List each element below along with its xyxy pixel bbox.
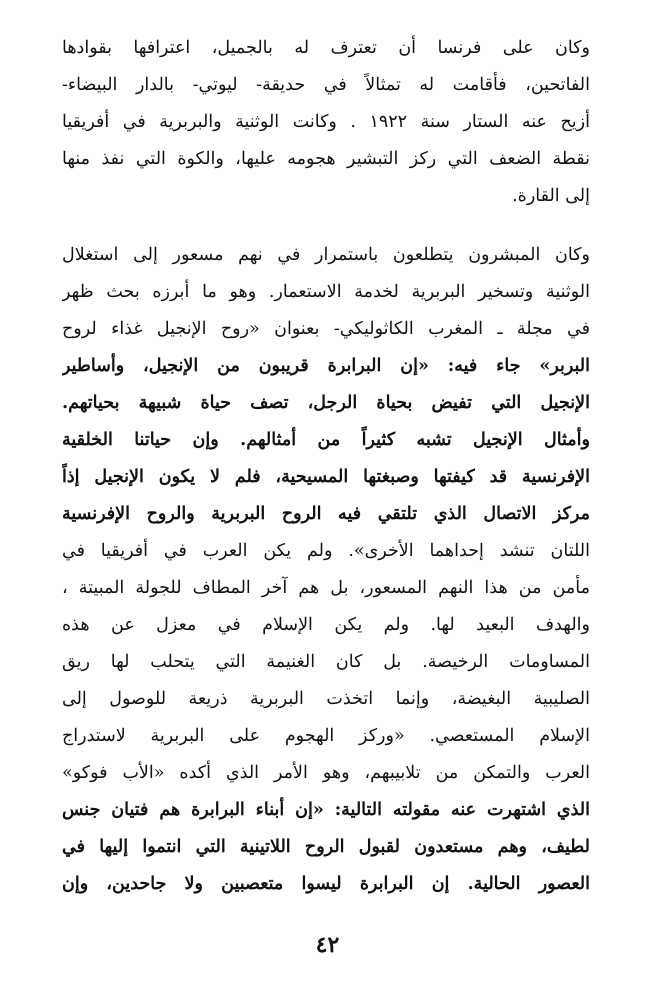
text-line: لطيف، وهم مستعدون لقبول الروح اللاتينية التي انتموا إليها في [62, 837, 590, 857]
text-line: الوثنية وتسخير البربرية لخدمة الاستعمار. وهو ما أبرزه بحث ظهر [62, 282, 590, 302]
page-body [62, 30, 590, 903]
text-line: إلى القارة. [512, 186, 590, 206]
text-line: العصور الحالية. إن البرابرة ليسوا متعصبين ولا جاحدين، وإن [62, 874, 590, 894]
paragraph-1 [62, 30, 590, 215]
text-line: الإفرنسية قد كيفتها وصبغتها المسيحية، فلم لا يكون الإنجيل إذاً [62, 467, 590, 487]
text-line: وكان على فرنسا أن تعترف له بالجميل، اعترافها بقوادها [62, 38, 590, 58]
text-line: الإسلام المستعصي. «وركز الهجوم على البربرية لاستدراج [62, 726, 590, 746]
text-line: مركز الاتصال الذي تلتقي فيه الروح البربرية والروح الإفرنسية [62, 504, 590, 524]
text-line: المساومات الرخيصة. بل كان الغنيمة التي يتحلب لها ريق [62, 652, 590, 672]
text-line: وكان المبشرون يتطلعون باستمرار في نهم مسعور إلى استغلال [62, 245, 590, 265]
text-line: أزيح عنه الستار سنة ١٩٢٢ . وكانت الوثنية والبربرية في أفريقيا [62, 112, 590, 132]
page-number: ٤٢ [315, 932, 340, 958]
text-line: وأمثال الإنجيل تشبه كثيراً من أمثالهم. وإن حياتنا الخلقية [62, 430, 590, 450]
text-line: نقطة الضعف التي ركز التبشير هجومه عليها، والكوة التي نفذ منها [62, 149, 590, 169]
text-line: البربر» جاء فيه: «إن البرابرة قريبون من الإنجيل، وأساطير [62, 356, 590, 376]
paragraph-2 [62, 237, 590, 903]
text-line: الذي اشتهرت عنه مقولته التالية: «إن أبناء البرابرة هم فتيان جنس [62, 800, 590, 820]
text-line: الفاتحين، فأقامت له تمثالاً في حديقة- ليوتي- بالدار البيضاء- [62, 75, 590, 95]
text-line: الصليبية البغيضة، وإنما اتخذت البربرية ذريعة للوصول إلى [62, 689, 590, 709]
text-line: في مجلة ـ المغرب الكاثوليكي- بعنوان «روح الإنجيل غذاء لروح [62, 319, 590, 339]
text-line: العرب والتمكن من تلابيبهم، وهو الأمر الذي أكده «الأب فوكو» [62, 763, 590, 783]
text-line: مأمن من هذا النهم المسعور، بل هم آخر المطاف للجولة المبيتة ، [62, 578, 590, 598]
text-line: والهدف البعيد لها. ولم يكن الإسلام في معزل عن هذه [62, 615, 590, 635]
text-line: اللتان تنشد إحداهما الأخرى». ولم يكن العرب في أفريقيا في [62, 541, 590, 561]
text-line: الإنجيل التي تفيض بحياة الرجل، تصف حياة شبيهة بحياتهم. [62, 393, 590, 413]
